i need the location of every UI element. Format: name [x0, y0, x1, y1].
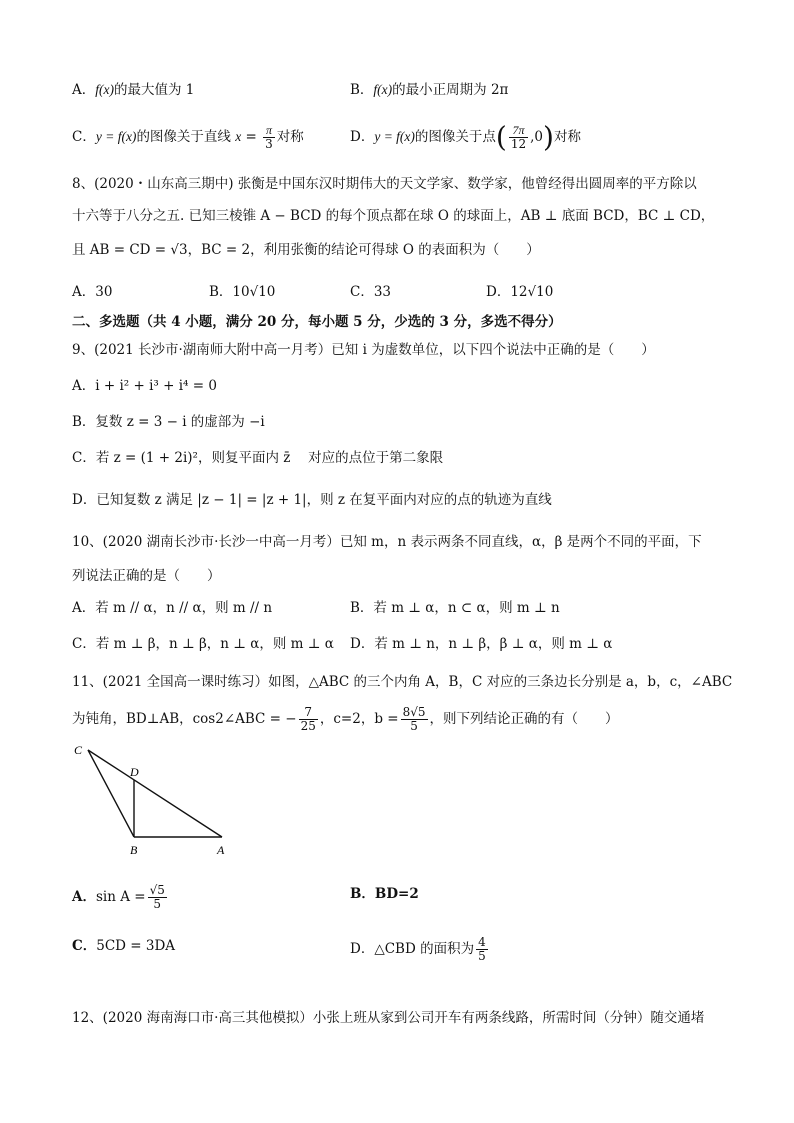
label-b: B — [130, 843, 138, 857]
q9-stem: 9、(2021 长沙市·湖南师大附中高一月考）已知 i 为虚数单位，以下四个说法中正确的是（ ） — [72, 342, 655, 358]
q7d-fraction: $\frac{7\pi}{12}$ — [510, 123, 527, 151]
q11a-fraction: $\frac{√5}{5}$ — [149, 883, 165, 911]
section-2-heading: 二、多选题（共 4 小题，满分 20 分，每小题 5 分，少选的 3 分，多选不得分） — [72, 314, 562, 330]
q12-line1: 12、(2020 海南海口市·高三其他模拟）小张上班从家到公司开车有两条线路，所需时间（分钟）随交通堵 — [72, 1010, 705, 1026]
q11-frac-b: $\frac{8√5}{5}$ — [402, 705, 426, 733]
q11-line1: 11、(2021 全国高一课时练习）如图，△ABC 的三个内角 A，B，C 对应的三条边长分别是 a，b，c，∠ABC — [72, 674, 733, 690]
q8-line2: 十六等于八分之五. 已知三棱锥 A − BCD 的每个顶点都在球 O 的球面上，AB ⊥ 底面 BCD，BC ⊥ CD， — [72, 208, 715, 224]
q10-option-c: C．若 m ⊥ β，n ⊥ β，n ⊥ α，则 m ⊥ α — [72, 636, 334, 652]
q11-frac-cos: $\frac{7}{25}$ — [300, 705, 316, 733]
q8-line1: 8、(2020・山东高三期中) 张衡是中国东汉时期伟大的天文学家、数学家，他曾经得出圆周率的平方除以 — [72, 176, 697, 192]
q11-triangle-figure — [68, 740, 248, 860]
q7-option-a: A．f(x)的最大值为 1 — [72, 82, 195, 98]
q10-line1: 10、(2020 湖南长沙市·长沙一中高一月考）已知 m，n 表示两条不同直线，α，β 是两个不同的平面，下 — [72, 534, 702, 550]
q7-option-b: B．f(x)的最小正周期为 2π — [350, 82, 509, 98]
segment-ca — [88, 750, 222, 837]
q10-line2: 列说法正确的是（ ） — [72, 568, 221, 584]
label-d: D — [130, 765, 139, 779]
q9-option-b: B．复数 z = 3 − i 的虚部为 −i — [72, 414, 265, 430]
q9-option-a: A．i + i² + i³ + i⁴ = 0 — [72, 378, 217, 394]
q10-option-b: B．若 m ⊥ α，n ⊂ α，则 m ⊥ n — [350, 600, 560, 616]
q10-option-d: D．若 m ⊥ n，n ⊥ β，β ⊥ α，则 m ⊥ α — [350, 636, 613, 652]
q8-option-c: C．33 — [350, 284, 392, 300]
q8-option-b: B．10√10 — [209, 284, 276, 300]
q8-option-d: D．12√10 — [486, 284, 554, 300]
q7-option-c: C．y = f(x)的图像关于直线 x = $\frac{\pi}{3}$ 对称 — [72, 123, 304, 151]
q11-line2: 为钝角，BD⊥AB，cos2∠ABC = − $\frac{7}{25}$ ，c=2，b = $\frac{8√5}{5}$ ，则下列结论正确的有（ ） — [72, 705, 619, 733]
q11-option-d: D．△CBD 的面积为 $\frac{4}{5}$ — [350, 935, 486, 963]
q10-option-a: A．若 m // α，n // α，则 m // n — [72, 600, 273, 616]
q8-line3: 且 AB = CD = √3，BC = 2，利用张衡的结论可得球 O 的表面积为（ ） — [72, 242, 540, 258]
segment-cb — [88, 750, 134, 837]
q8-option-a: A．30 — [72, 284, 113, 300]
q9-option-d: D．已知复数 z 满足 |z − 1| = |z + 1|，则 z 在复平面内对应的点的轨迹为直线 — [72, 492, 552, 508]
q11-option-a: A．sin A = $\frac{√5}{5}$ — [72, 883, 165, 911]
q9-option-c: C．若 z = (1 + 2i)²，则复平面内 z̄ 对应的点位于第二象限 — [72, 450, 444, 466]
q11-option-b: B．BD=2 — [350, 886, 419, 902]
q11d-fraction: $\frac{4}{5}$ — [478, 935, 486, 963]
q11-option-c: C．5CD = 3DA — [72, 938, 176, 954]
label-a: A — [217, 843, 225, 857]
q7c-fraction: $\frac{\pi}{3}$ — [265, 123, 273, 151]
q7-option-d: D．y = f(x)的图像关于点( $\frac{7\pi}{12}$ ,0)对称 — [350, 120, 581, 154]
label-c: C — [74, 743, 83, 757]
